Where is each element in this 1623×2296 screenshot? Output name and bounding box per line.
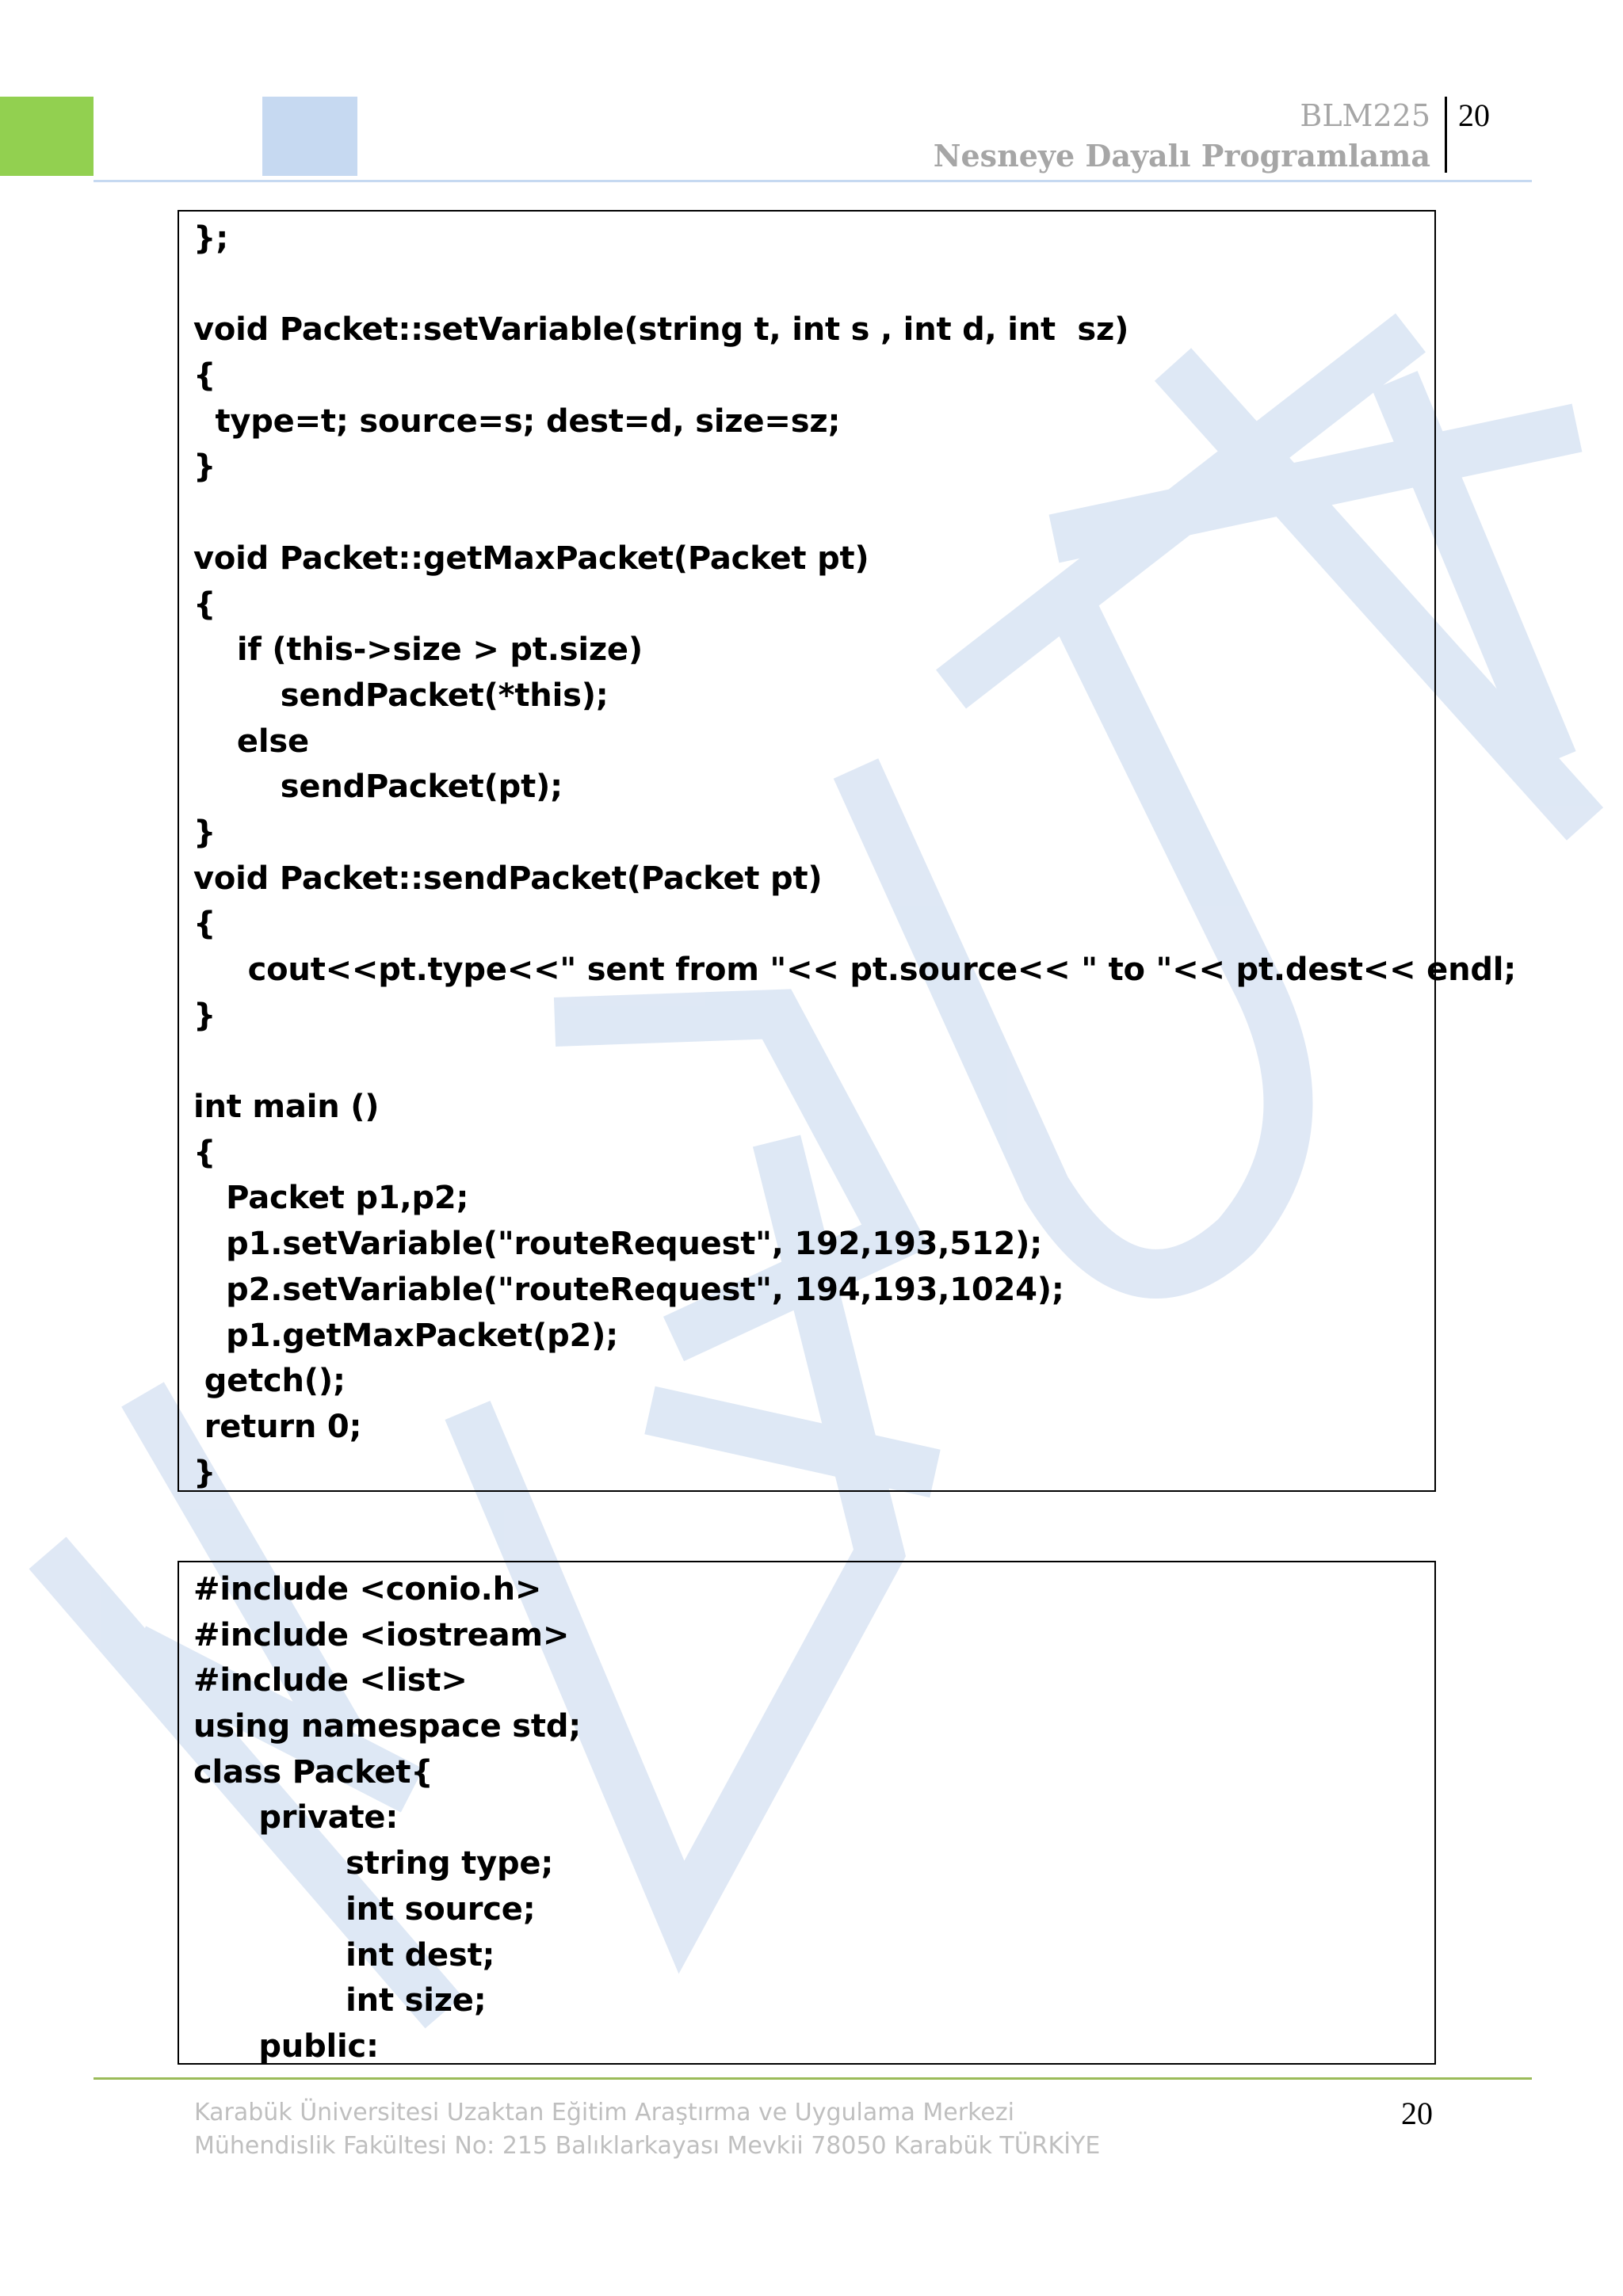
code-line: cout<<pt.type<<" sent from "<< pt.source<< " to "<< pt.dest<< endl; <box>193 952 1517 988</box>
header-separator <box>1445 97 1447 173</box>
header-page-number: 20 <box>1458 97 1490 133</box>
footer-address-line: Mühendislik Fakültesi No: 215 Balıklarkayası Mevkii 78050 Karabük TÜRKİYE <box>194 2132 1101 2160</box>
code-line: void Packet::sendPacket(Packet pt) <box>193 860 823 897</box>
code-line: #include <conio.h> <box>193 1571 542 1608</box>
code-line: #include <list> <box>193 1662 468 1699</box>
code-line: } <box>193 448 216 486</box>
code-line: if (this->size > pt.size) <box>193 631 643 669</box>
code-line: p1.getMaxPacket(p2); <box>193 1317 619 1354</box>
code-line: using namespace std; <box>193 1708 582 1745</box>
code-line: string type; <box>193 1845 554 1882</box>
code-line: int size; <box>193 1982 487 2019</box>
code-line: } <box>193 997 216 1034</box>
code-line: int dest; <box>193 1936 495 1974</box>
code-line: #include <iostream> <box>193 1616 570 1653</box>
code-line: { <box>193 906 216 943</box>
header-green-block <box>0 97 94 176</box>
code-lines-1 <box>193 216 1516 1496</box>
code-line: return 0; <box>193 1408 362 1445</box>
code-line: { <box>193 357 216 395</box>
code-line: sendPacket(*this); <box>193 677 609 714</box>
code-line: } <box>193 814 216 851</box>
code-line: }; <box>193 220 229 257</box>
code-block-2 <box>178 1561 1436 2065</box>
code-line: int source; <box>193 1890 536 1928</box>
code-line: sendPacket(pt); <box>193 769 563 806</box>
code-line <box>193 262 1516 308</box>
code-line: public: <box>193 2027 379 2065</box>
code-block-1 <box>178 210 1517 1492</box>
course-code: BLM225 <box>1300 98 1430 133</box>
code-line: getch(); <box>193 1363 346 1400</box>
header-rule <box>94 180 1532 182</box>
footer-institution: Karabük Üniversitesi Uzaktan Eğitim Araştırma ve Uygulama Merkezi <box>194 2099 1014 2126</box>
footer-address <box>194 2096 1100 2163</box>
code-line: p1.setVariable("routeRequest", 192,193,512); <box>193 1226 1043 1263</box>
code-line: class Packet{ <box>193 1753 433 1791</box>
code-line <box>193 490 1516 536</box>
code-line: p2.setVariable("routeRequest", 194,193,1024); <box>193 1271 1064 1308</box>
running-header <box>717 93 1430 174</box>
code-line: { <box>193 1134 216 1171</box>
code-line: int main () <box>193 1089 380 1126</box>
code-line: } <box>193 1454 216 1491</box>
code-line: void Packet::getMaxPacket(Packet pt) <box>193 540 869 577</box>
header-blue-block <box>262 97 357 176</box>
code-line: void Packet::setVariable(string t, int s , int d, int sz) <box>193 311 1129 349</box>
footer-rule <box>94 2077 1532 2080</box>
code-line: else <box>193 723 309 760</box>
code-line: { <box>193 585 216 623</box>
code-line: Packet p1,p2; <box>193 1180 469 1217</box>
code-line: private: <box>193 1799 399 1836</box>
code-line <box>193 1039 1516 1085</box>
course-title: Nesneye Dayalı Programlama <box>933 138 1430 174</box>
code-line: type=t; source=s; dest=d, size=sz; <box>193 402 841 440</box>
footer-page-number: 20 <box>1401 2096 1433 2131</box>
code-lines-2 <box>193 1567 581 2070</box>
